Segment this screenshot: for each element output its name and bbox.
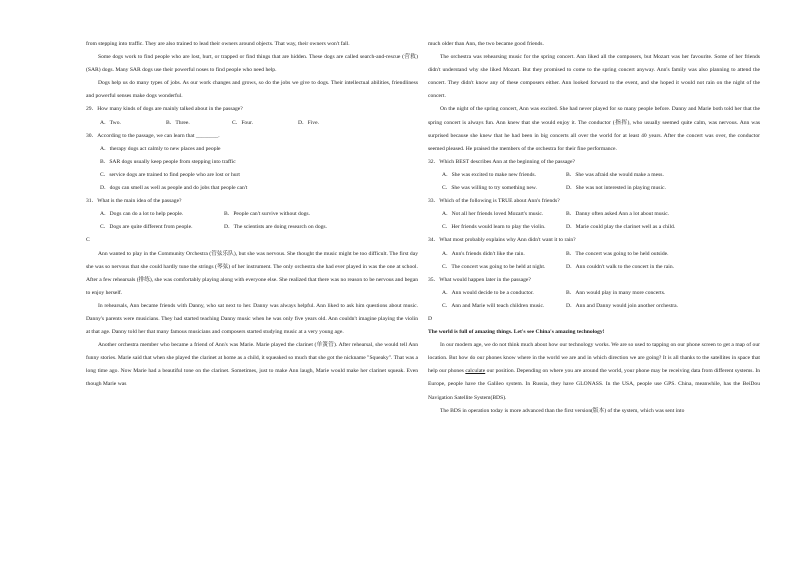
option-d: D．Ann couldn't walk to the concert in the rain. [566, 263, 675, 270]
question-29: 29．How many kinds of dogs are mainly talked about in the passage? [86, 106, 243, 113]
question-32-options-ab [428, 169, 760, 182]
option-b: B．Three. [166, 119, 190, 126]
paragraph-text: In our modern age, we do not think much about how our technology works. We are so used to tapping on our phone screen to get a map of our location. But how do our phones know where in the world we are and in which direction we are going? It is all thanks to the satellites in space that help our phones [428, 342, 760, 375]
question-33: 33．Which of the following is TRUE about Ann's friends? [428, 198, 560, 205]
question-29-options [86, 117, 418, 130]
question-34: 34．What most probably explains why Ann didn't want it to rain? [428, 237, 576, 244]
option-c: C．Her friends would learn to play the violin. [442, 224, 546, 231]
underlined-word: calculate [465, 368, 486, 375]
option-c: C．She was willing to try something new. [442, 185, 537, 192]
option-d: D．dogs can smell as well as people and do jobs that people can't [100, 185, 248, 192]
paragraph: from stepping into traffic. They are also trained to lead their owners around objects. That way, their owners won't fall. [86, 41, 350, 47]
option-d: D．Five. [298, 119, 319, 126]
question-35-options-cd [428, 300, 760, 313]
paragraph-text: our position. Depending on where you are around the world, your phone may be receiving data from different systems. In Europe, people have the Galileo system. In Russia, they have GLONASS. In the USA, people use GPS. China, meanwhile, has the BeiDou Navigation Satellite System(BDS). [428, 368, 760, 401]
question-31-options-ab [86, 208, 418, 221]
question-34-options-ab [428, 248, 760, 261]
option-d: D．She was not interested in playing music. [566, 185, 666, 192]
option-a: A．therapy dogs act calmly to new places and people [100, 145, 221, 152]
question-33-options-ab [428, 208, 760, 221]
section-heading-d: D [428, 315, 433, 322]
option-d: D．The scientists are doing research on dogs. [224, 224, 327, 231]
paragraph: Some dogs work to find people who are lost, hurt, or trapped or find things that are hidden. These dogs are called search-and-rescue (营救) (SAR) dogs. Many SAR dogs use their powerful noses to find people who need help. [86, 54, 418, 74]
option-a: A．She was excited to make new friends. [442, 171, 536, 178]
question-30: 30．According to the passage, we can learn that ________. [86, 132, 220, 139]
option-a: A．Two. [100, 119, 121, 126]
question-33-options-cd [428, 221, 760, 234]
option-c: C．Ann and Marie will teach children music. [442, 302, 545, 309]
question-34-options-cd [428, 261, 760, 274]
paragraph: On the night of the spring concert, Ann was excited. She had never played for so many people before. Danny and Marie both told her that the spring concert is always fun. Ann knew that she would enjoy it. The conductor (指挥), who usually seemed quite calm, was nervous. Ann was surprised because she knew that he had been in big concerts all over the world for at least 40 years. After the concert was over, the conductor seemed pleased. He praised the members of the orchestra for their fine performance. [428, 106, 760, 152]
paragraph: Ann wanted to play in the Community Orchestra (管弦乐队), but she was nervous. She thought the music might be too difficult. The first day she was so nervous that she could hardly tune the strings (琴弦) of her instrument. The only orchestra she had ever played in was the one at school. After a few rehearsals (排练), she was comfortably playing along with everyone else. She realized that there was no reason to be nervous and began to enjoy herself. [86, 250, 418, 296]
right-column [428, 38, 760, 418]
question-35: 35．What would happen later in the passage? [428, 276, 531, 283]
paragraph: The BDS in operation today is more advanced than the first version(版本) of the system, which was sent into [440, 407, 685, 414]
question-31: 31．What is the main idea of the passage? [86, 198, 182, 205]
paragraph: Dogs help us do many types of jobs. As our work changes and grows, so do the jobs we give to dogs. Their intellectual abilities, friendliness and powerful senses make dogs wonderful. [86, 80, 418, 100]
option-a: A．Dogs can do a lot to help people. [100, 211, 184, 218]
option-b: B．The concert was going to be held outside. [566, 250, 669, 257]
paragraph: much older than Ann, the two became good friends. [428, 41, 544, 47]
paragraph: In rehearsals, Ann became friends with Danny, who sat next to her. Danny was always helpful. Ann liked to ask him questions about music. Danny's parents were musicians. They had started teaching Danny music when he was only five years old. Ann couldn't imagine playing the violin at that age. Danny told her that many famous musicians and composers started studying music at a very young age. [86, 302, 418, 336]
option-a: A．Ann would decide to be a conductor. [442, 289, 534, 296]
option-c: C．The concert was going to be held at night. [442, 263, 546, 270]
option-a: A．Not all her friends loved Mozart's music. [442, 211, 544, 218]
option-b: B．SAR dogs usually keep people from stepping into traffic [100, 158, 236, 165]
option-d: D．Ann and Danny would join another orchestra. [566, 302, 679, 309]
option-c: C．service dogs are trained to find people who are lost or hurt [100, 171, 240, 178]
left-column [86, 38, 418, 392]
option-a: A．Ann's friends didn't like the rain. [442, 250, 525, 257]
question-32: 32．Which BEST describes Ann at the beginning of the passage? [428, 158, 576, 165]
question-35-options-ab [428, 287, 760, 300]
section-heading-c: C [86, 237, 90, 244]
paragraph [428, 339, 760, 404]
option-d: D．Marie could play the clarinet well as a child. [566, 224, 676, 231]
question-32-options-cd [428, 182, 760, 195]
option-b: B．Ann would play in many more concerts. [566, 289, 666, 296]
option-b: B．She was afraid she would make a mess. [566, 171, 664, 178]
paragraph: The orchestra was rehearsing music for the spring concert. Ann liked all the composers, but Mozart was her favourite. Some of her friends didn't understand why she liked Mozart. But they promised to come to the spring concert anyway. Ann's family was also planning to attend the concert. They didn't know any of these composers either. Ann looked forward to the event, and she hoped it would not rain on the night of the concert. [428, 54, 760, 100]
question-31-options-cd [86, 221, 418, 234]
passage-title: The world is full of amazing things. Let's see China's amazing technology! [428, 329, 605, 336]
option-b: B．People can't survive without dogs. [224, 211, 310, 218]
option-c: C．Four. [232, 119, 253, 126]
option-c: C．Dogs are quite different from people. [100, 224, 193, 231]
paragraph: Another orchestra member who became a friend of Ann's was Marie. Marie played the clarinet (单簧管). After rehearsal, she would tell Ann funny stories. Marie said that when she played the clarinet at home as a child, it squeaked so much that she got the nickname "Squeaky". That was a long time ago. Now Marie had a beautiful tone on the clarinet. Sometimes, just to make Ann laugh, Marie would make her clarinet squeak. Even though Marie was [86, 342, 418, 388]
option-b: B．Danny often asked Ann a lot about music. [566, 211, 670, 218]
